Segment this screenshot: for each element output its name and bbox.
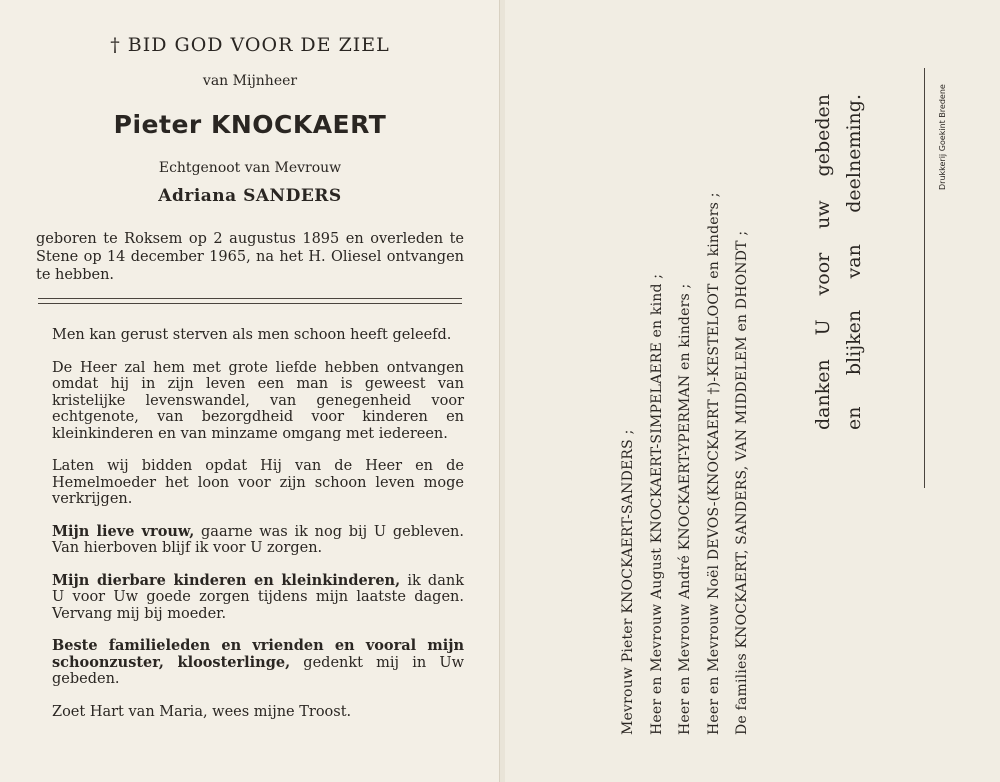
van-mijnheer: van Mijnheer [202, 73, 298, 89]
family-line-4: Heer en Mevrouw Noël DEVOS-(KNOCKAERT †)-KESTELOOT en kinders ; [705, 192, 722, 735]
paragraph-6 [52, 638, 464, 688]
paragraph-3: Laten wij bidden opdat Hij van de Heer en de Hemelmoeder het loon voor zijn schoon leven moge verkrijgen. [52, 458, 464, 507]
paragraph-6-bold: Beste familieleden en vrienden en vooral mijn schoonzuster, kloosterlinge, [52, 637, 464, 671]
memorial-text [52, 327, 464, 736]
vertical-rule [924, 68, 925, 488]
family-list [614, 55, 757, 735]
divider-top [38, 298, 462, 299]
paragraph-4 [52, 524, 464, 557]
paragraph-6-rest: gedenkt mij in Uw gebeden. [52, 654, 464, 687]
paragraph-4-rest: gaarne was ik nog bij U gebleven. Van hierboven blijf ik voor U zorgen. [52, 523, 464, 556]
paragraph-5-rest: ik dank U voor Uw goede zorgen tijdens mijn laatste dagen. Vervang mij bij moeder. [52, 572, 464, 622]
thanks-line-2: en blijken van deelneming. [843, 94, 865, 430]
family-line-2: Heer en Mevrouw August KNOCKAERT-SIMPELAERE en kind ; [648, 273, 665, 735]
prayer-heading: † BID GOD VOOR DE ZIEL [110, 34, 390, 56]
thanks-text [808, 70, 870, 430]
deceased-name: Pieter KNOCKAERT [113, 110, 387, 139]
paragraph-1: Men kan gerust sterven als men schoon heeft geleefd. [52, 327, 452, 343]
birth-death-text: geboren te Roksem op 2 augustus 1895 en overleden te Stene op 14 december 1965, na het H. Oliesel ontvangen te hebben. [36, 231, 464, 283]
paragraph-5-bold: Mijn dierbare kinderen en kleinkinderen, [52, 571, 401, 589]
paragraph-2: De Heer zal hem met grote liefde hebben ontvangen omdat hij in zijn leven een man is geweest van kristelijke levenswandel, van genegenheid voor echtgenote, van bezorgdheid voor kinderen en kleinkinderen en van minzame omgang met iedereen. [52, 359, 464, 442]
thanks-line-1: danken U voor uw gebeden [812, 94, 834, 430]
family-line-1: Mevrouw Pieter KNOCKAERT-SANDERS ; [620, 429, 636, 735]
family-line-5: De families KNOCKAERT, SANDERS, VAN MIDDELEM en DHONDT ; [734, 230, 750, 735]
paragraph-7: Zoet Hart van Maria, wees mijne Troost. [52, 703, 352, 720]
family-line-3: Heer en Mevrouw André KNOCKAERT-YPERMAN en kinders ; [677, 283, 693, 735]
spouse-name: Adriana SANDERS [158, 186, 342, 206]
paragraph-5 [52, 573, 464, 623]
spouse-intro: Echtgenoot van Mevrouw [158, 160, 342, 176]
paragraph-4-bold: Mijn lieve vrouw, [52, 522, 195, 540]
divider-bottom [38, 303, 462, 304]
printer-credit: Drukkerij Goekint Bredene [938, 84, 947, 190]
